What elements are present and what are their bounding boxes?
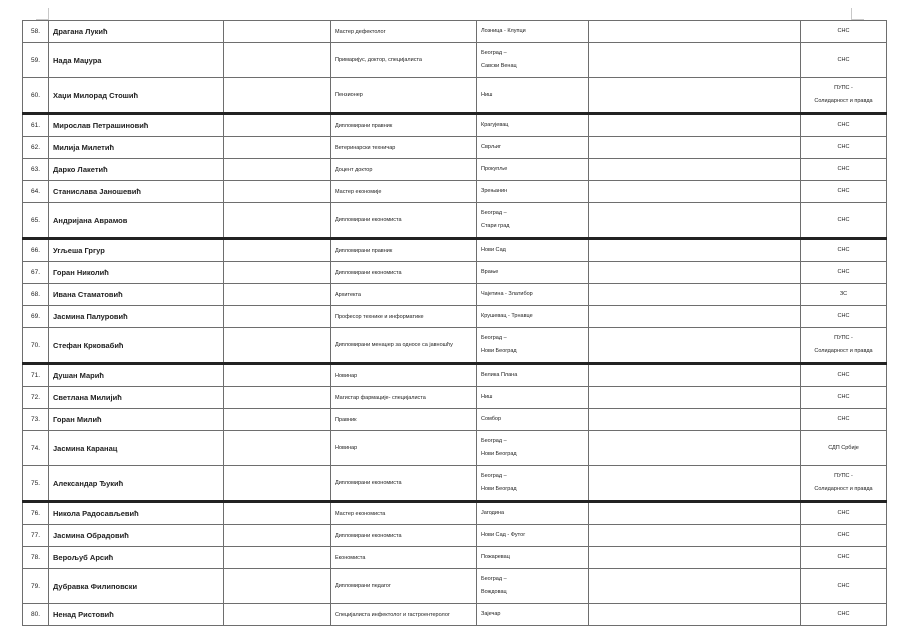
empty-cell (224, 502, 331, 525)
place-line: Крушевац - Трнавце (481, 313, 533, 319)
candidate-name: Јасмина Обрадовић (49, 525, 224, 547)
table-row (23, 502, 887, 525)
candidate-party (801, 137, 887, 159)
empty-cell (589, 569, 801, 604)
candidate-place (477, 203, 589, 239)
place-line: Нови Београд (481, 348, 517, 354)
candidate-party (801, 203, 887, 239)
table-row (23, 262, 887, 284)
place-line: Београд – (481, 335, 507, 341)
empty-cell (589, 181, 801, 203)
row-number: 58. (23, 21, 49, 43)
candidate-party (801, 364, 887, 387)
empty-cell (589, 284, 801, 306)
empty-cell (224, 78, 331, 114)
candidate-party (801, 114, 887, 137)
candidate-place (477, 431, 589, 466)
empty-cell (224, 364, 331, 387)
row-number: 72. (23, 387, 49, 409)
candidate-place (477, 159, 589, 181)
party-line: СНС (837, 166, 850, 172)
candidate-name: Стефан Крковабић (49, 328, 224, 364)
page-corner-mark (48, 8, 49, 20)
party-line: СНС (837, 313, 850, 319)
candidate-party (801, 569, 887, 604)
empty-cell (224, 328, 331, 364)
candidate-occupation: Мастер економиста (331, 502, 477, 525)
candidate-name: Милија Милетић (49, 137, 224, 159)
candidate-occupation: Новинар (331, 364, 477, 387)
candidate-name: Александар Ђукић (49, 466, 224, 502)
table-row (23, 547, 887, 569)
candidate-name: Дарко Лакетић (49, 159, 224, 181)
empty-cell (589, 502, 801, 525)
row-number: 77. (23, 525, 49, 547)
candidate-party (801, 181, 887, 203)
empty-cell (224, 431, 331, 466)
party-line: СДП Србије (828, 444, 859, 451)
party-line: ЗС (839, 291, 848, 297)
candidate-place (477, 547, 589, 569)
empty-cell (589, 78, 801, 114)
place-line: Сврљиг (481, 144, 502, 150)
candidate-name: Дубравка Филиповски (49, 569, 224, 604)
candidate-party (801, 525, 887, 547)
candidate-name: Хаџи Милорад Стошић (49, 78, 224, 114)
empty-cell (224, 21, 331, 43)
candidate-place (477, 43, 589, 78)
table-row (23, 409, 887, 431)
party-line: СНС (837, 554, 850, 560)
party-line: СНС (837, 611, 850, 617)
empty-cell (589, 547, 801, 569)
empty-cell (224, 525, 331, 547)
empty-cell (224, 239, 331, 262)
candidate-occupation: Професор технике и информатике (331, 306, 477, 328)
table-row (23, 364, 887, 387)
candidate-list-table (22, 20, 887, 626)
empty-cell (589, 466, 801, 502)
empty-cell (224, 604, 331, 626)
row-number: 70. (23, 328, 49, 364)
place-line: Стари град (481, 223, 510, 229)
candidate-name: Никола Радосављевић (49, 502, 224, 525)
candidate-name: Мирослав Петрашиновић (49, 114, 224, 137)
party-line: СНС (837, 394, 850, 400)
candidate-occupation: Специјалиста инфектолог и гастроентеролог (331, 604, 477, 626)
candidate-occupation: Примаријус, доктор, специјалиста (331, 43, 477, 78)
candidate-occupation: Новинар (331, 431, 477, 466)
row-number: 66. (23, 239, 49, 262)
candidate-place (477, 409, 589, 431)
party-line: Солидарност и правда (814, 348, 873, 354)
row-number: 78. (23, 547, 49, 569)
party-line: СНС (837, 372, 850, 378)
candidate-party (801, 43, 887, 78)
empty-cell (589, 306, 801, 328)
candidate-party (801, 547, 887, 569)
table-row (23, 604, 887, 626)
place-line: Сомбор (481, 416, 502, 422)
candidate-name: Верољуб Арсић (49, 547, 224, 569)
candidate-occupation: Дипломирани правник (331, 114, 477, 137)
candidate-party (801, 262, 887, 284)
place-line: Јагодина (481, 510, 505, 516)
empty-cell (224, 387, 331, 409)
place-line: Зајечар (481, 611, 501, 617)
candidate-name: Ивана Стаматовић (49, 284, 224, 306)
place-line: Нови Сад (481, 247, 506, 253)
row-number: 67. (23, 262, 49, 284)
place-line: Врање (481, 269, 499, 275)
row-number: 59. (23, 43, 49, 78)
table-row (23, 137, 887, 159)
place-line: Прокупље (481, 166, 508, 172)
party-line: ПУПС - (834, 85, 853, 91)
candidate-party (801, 466, 887, 502)
candidate-place (477, 466, 589, 502)
candidate-place (477, 387, 589, 409)
candidate-occupation: Ветеринарски техничар (331, 137, 477, 159)
party-line: СНС (837, 269, 850, 275)
party-line: СНС (837, 28, 850, 34)
candidate-party (801, 431, 887, 466)
table-row (23, 431, 887, 466)
empty-cell (224, 43, 331, 78)
candidate-party (801, 409, 887, 431)
party-line: СНС (837, 122, 850, 128)
table-row (23, 114, 887, 137)
candidate-party (801, 502, 887, 525)
row-number: 79. (23, 569, 49, 604)
candidate-party (801, 328, 887, 364)
row-number: 68. (23, 284, 49, 306)
row-number: 80. (23, 604, 49, 626)
candidate-party (801, 21, 887, 43)
empty-cell (224, 159, 331, 181)
place-line: Зрењанин (481, 188, 508, 194)
table-row (23, 466, 887, 502)
candidate-party (801, 78, 887, 114)
party-line: СНС (837, 416, 850, 422)
candidate-place (477, 78, 589, 114)
row-number: 64. (23, 181, 49, 203)
place-line: Чајетина - Златибор (481, 291, 533, 297)
candidate-occupation: Пензионер (331, 78, 477, 114)
party-line: СНС (837, 144, 850, 150)
candidate-place (477, 569, 589, 604)
table-row (23, 159, 887, 181)
row-number: 71. (23, 364, 49, 387)
candidate-place (477, 114, 589, 137)
row-number: 61. (23, 114, 49, 137)
candidate-place (477, 604, 589, 626)
row-number: 69. (23, 306, 49, 328)
candidate-name: Нада Маџура (49, 43, 224, 78)
candidate-name: Јасмина Палуровић (49, 306, 224, 328)
candidate-place (477, 328, 589, 364)
empty-cell (589, 525, 801, 547)
candidate-place (477, 525, 589, 547)
place-line: Београд – (481, 210, 507, 216)
candidate-party (801, 159, 887, 181)
empty-cell (589, 114, 801, 137)
candidate-name: Светлана Милијић (49, 387, 224, 409)
place-line: Београд – (481, 473, 507, 479)
empty-cell (224, 569, 331, 604)
empty-cell (224, 306, 331, 328)
table-row (23, 525, 887, 547)
candidate-name: Ненад Ристовић (49, 604, 224, 626)
place-line: Ниш (481, 91, 493, 98)
candidate-name: Станислава Јаношевић (49, 181, 224, 203)
empty-cell (589, 21, 801, 43)
row-number: 73. (23, 409, 49, 431)
candidate-place (477, 284, 589, 306)
party-line: Солидарност и правда (814, 98, 873, 104)
place-line: Велика Плана (481, 372, 518, 378)
row-number: 76. (23, 502, 49, 525)
candidate-rows (23, 21, 887, 626)
party-line: СНС (837, 532, 850, 538)
candidate-place (477, 306, 589, 328)
candidate-name: Горан Николић (49, 262, 224, 284)
candidate-occupation: Архитекта (331, 284, 477, 306)
place-line: Нови Београд (481, 451, 517, 457)
empty-cell (589, 328, 801, 364)
empty-cell (589, 159, 801, 181)
candidate-occupation: Дипломирани економиста (331, 262, 477, 284)
candidate-occupation: Дипломирани менаџер за односе са јавношћу (331, 328, 477, 364)
table-row (23, 328, 887, 364)
empty-cell (224, 409, 331, 431)
candidate-place (477, 262, 589, 284)
table-row (23, 181, 887, 203)
row-number: 62. (23, 137, 49, 159)
empty-cell (589, 203, 801, 239)
candidate-occupation: Дипломирани економиста (331, 525, 477, 547)
candidate-place (477, 239, 589, 262)
party-line: СНС (837, 247, 850, 253)
table-row (23, 43, 887, 78)
candidate-place (477, 364, 589, 387)
candidate-occupation: Дипломирани правник (331, 239, 477, 262)
empty-cell (589, 409, 801, 431)
candidate-place (477, 502, 589, 525)
candidate-occupation: Доцент доктор (331, 159, 477, 181)
candidate-party (801, 306, 887, 328)
candidate-name: Угљеша Гргур (49, 239, 224, 262)
candidate-party (801, 387, 887, 409)
candidate-party (801, 284, 887, 306)
empty-cell (589, 137, 801, 159)
place-line: Савски Венац (481, 63, 517, 69)
place-line: Лозница - Клупци (481, 28, 526, 34)
empty-cell (224, 114, 331, 137)
candidate-name: Јасмина Каранац (49, 431, 224, 466)
table-row (23, 78, 887, 114)
place-line: Ниш (481, 394, 493, 400)
empty-cell (224, 284, 331, 306)
table-row (23, 284, 887, 306)
party-line: СНС (837, 188, 850, 194)
party-line: ПУПС - (834, 473, 853, 479)
candidate-occupation: Правник (331, 409, 477, 431)
empty-cell (589, 604, 801, 626)
empty-cell (589, 387, 801, 409)
row-number: 60. (23, 78, 49, 114)
candidate-occupation: Мастер дефектолог (331, 21, 477, 43)
table-row (23, 239, 887, 262)
empty-cell (224, 137, 331, 159)
candidate-occupation: Економиста (331, 547, 477, 569)
row-number: 65. (23, 203, 49, 239)
row-number: 74. (23, 431, 49, 466)
table-row (23, 203, 887, 239)
candidate-name: Горан Милић (49, 409, 224, 431)
candidate-occupation: Магистар фармације- специјалиста (331, 387, 477, 409)
party-line: СНС (837, 56, 850, 63)
party-line: СНС (837, 582, 850, 589)
empty-cell (589, 262, 801, 284)
party-line: СНС (837, 216, 850, 223)
candidate-occupation: Мастер економије (331, 181, 477, 203)
party-line: Солидарност и правда (814, 486, 873, 492)
candidate-occupation: Дипломирани економиста (331, 466, 477, 502)
place-line: Нови Сад - Футог (481, 532, 526, 538)
table-row (23, 387, 887, 409)
candidate-place (477, 181, 589, 203)
place-line: Вождовац (481, 589, 507, 595)
candidate-party (801, 239, 887, 262)
empty-cell (589, 431, 801, 466)
place-line: Крагујевац (481, 122, 509, 128)
place-line: Београд – (481, 438, 507, 444)
candidate-name: Андријана Аврамов (49, 203, 224, 239)
empty-cell (224, 181, 331, 203)
place-line: Београд – (481, 576, 507, 582)
party-line: СНС (837, 510, 850, 516)
empty-cell (589, 364, 801, 387)
empty-cell (224, 262, 331, 284)
empty-cell (589, 239, 801, 262)
candidate-name: Душан Марић (49, 364, 224, 387)
candidate-place (477, 21, 589, 43)
candidate-party (801, 604, 887, 626)
place-line: Нови Београд (481, 486, 517, 492)
candidate-name: Драгана Лукић (49, 21, 224, 43)
table-row (23, 569, 887, 604)
empty-cell (224, 203, 331, 239)
empty-cell (589, 43, 801, 78)
empty-cell (224, 466, 331, 502)
place-line: Београд – (481, 50, 507, 56)
empty-cell (224, 547, 331, 569)
candidate-occupation: Дипломирани економиста (331, 203, 477, 239)
row-number: 63. (23, 159, 49, 181)
party-line: ПУПС - (834, 335, 853, 341)
table-row (23, 306, 887, 328)
candidate-occupation: Дипломирани педагог (331, 569, 477, 604)
table-row (23, 21, 887, 43)
candidate-place (477, 137, 589, 159)
place-line: Пожаревац (481, 554, 510, 560)
row-number: 75. (23, 466, 49, 502)
